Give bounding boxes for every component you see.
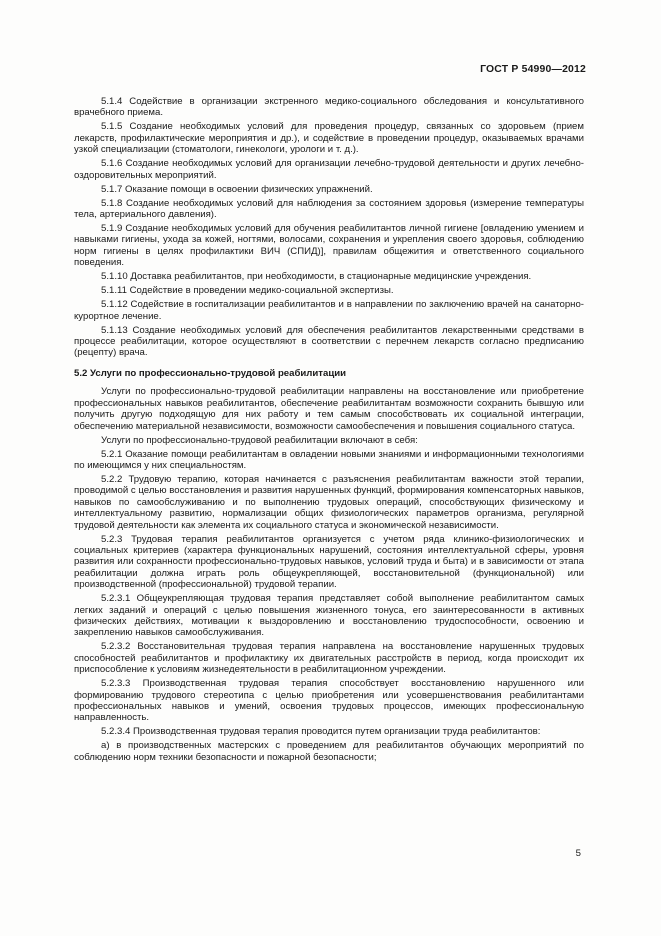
paragraph-5-1-10: 5.1.10 Доставка реабилитантов, при необходимости, в стационарные медицинские учреждения.: [101, 271, 532, 283]
paragraph-5-1-13: 5.1.13 Создание необходимых условий для обеспечения реабилитантов лекарственными средствами в процессе реабилитации, которое осуществляют в соответствии с перечнем лекарств согласно предписанию (рецепту) врача.: [74, 324, 584, 359]
paragraph-5-1-8: 5.1.8 Создание необходимых условий для наблюдения за состоянием здоровья (измерение температуры тела, артериального давления).: [74, 197, 584, 221]
paragraph-5-1-7: 5.1.7 Оказание помощи в освоении физических упражнений.: [101, 183, 373, 195]
paragraph-5-2-1: 5.2.1 Оказание помощи реабилитантам в овладении новыми знаниями и информационными технологиями по имеющимся у них специальностям.: [74, 448, 584, 471]
paragraph-5-2-3-4: 5.2.3.4 Производственная трудовая терапия проводится путем организации труда реабилитантов:: [101, 726, 541, 738]
document-body: [74, 96, 584, 766]
paragraph-5-1-4: 5.1.4 Содействие в организации экстренного медико-социального обследования и консультативного врачебного приема.: [74, 96, 584, 119]
section-5-2-lead: Услуги по профессионально-трудовой реабилитации включают в себя:: [101, 434, 418, 446]
paragraph-5-1-12: 5.1.12 Содействие в госпитализации реабилитантов и в направлении по заключению врачей на санаторно-курортное лечение.: [74, 299, 584, 322]
paragraph-5-2-3-3: 5.2.3.3 Производственная трудовая терапия способствует восстановлению нарушенного или формированию трудового стереотипа с целью приобретения или усовершенствования реабилитантами профессиональных навыков и умений, освоения трудовых процессов, имеющих профессиональную направленность.: [74, 678, 584, 724]
paragraph-5-2-3-2: 5.2.3.2 Восстановительная трудовая терапия направлена на восстановление нарушенных трудовых способностей реабилитантов и профилактику их двигательных расстройств в период, когда происходит их приспособление к условиям жизнедеятельности в реабилитационном учреждении.: [74, 641, 584, 676]
paragraph-5-1-6: 5.1.6 Создание необходимых условий для организации лечебно-трудовой деятельности и других лечебно-оздоровительных мероприятий.: [74, 158, 584, 181]
section-title-5-2: 5.2 Услуги по профессионально-трудовой реабилитации: [74, 367, 347, 379]
paragraph-5-1-11: 5.1.11 Содействие в проведении медико-социальной экспертизы.: [101, 285, 394, 297]
paragraph-5-1-5: 5.1.5 Создание необходимых условий для проведения процедур, связанных со здоровьем (прием лекарств, профилактические мероприятия и др.), и содействие в проведении процедур, оказываемых врачами узкой специализации (стоматологи, гинекологи, урологи и т. д.).: [74, 121, 584, 156]
document-code-header: ГОСТ Р 54990—2012: [480, 64, 586, 75]
paragraph-5-2-3-1: 5.2.3.1 Общеукрепляющая трудовая терапия представляет собой выполнение реабилитантом самых легких заданий и операций с целью повышения жизненного тонуса, его заинтересованности в активных физических действиях, мотивации к выздоровлению и восстановлению трудоспособности, освоению и закреплению навыков самообслуживания.: [74, 593, 584, 639]
paragraph-5-2-2: 5.2.2 Трудовую терапию, которая начинается с разъяснения реабилитантам важности этой терапии, проводимой с целью восстановления и развития нарушенных функций, формирования компенсаторных навыков, навыков по самообслуживанию и по выполнению трудовых операций, способствующих физическому и интеллектуальному развитию, нормализации общих физиологических параметров организма, регулярной трудовой деятельности как элемента их социального статуса и экономической независимости.: [74, 473, 584, 531]
page-number: 5: [575, 848, 581, 859]
paragraph-5-1-9: 5.1.9 Создание необходимых условий для обучения реабилитантов личной гигиене [овладению умением и навыками гигиены, ухода за кожей, ногтями, волосами, сохранения и укрепления своего здоровья, соблюдению норм гигиены в целях профилактики ВИЧ (СПИД)], правилам общежития и ответственного социального поведения.: [74, 223, 584, 269]
list-item-a: а) в производственных мастерских с проведением для реабилитантов обучающих мероприятий по соблюдению норм техники безопасности и пожарной безопасности;: [74, 740, 584, 763]
section-5-2-intro: Услуги по профессионально-трудовой реабилитации направлены на восстановление или приобретение профессиональных навыков реабилитантов, обеспечение реабилитантам возможности сохранить бывшую или получить другую подходящую для них работу и тем самым способствовать их социальной интеграции, обеспечению материальной независимости, возможности самообеспечения и повышения социального статуса.: [74, 386, 584, 432]
paragraph-5-2-3: 5.2.3 Трудовая терапия реабилитантов организуется с учетом ряда клинико-физиологических и социальных критериев (характера функциональных нарушений, состояния интеллектуальной сферы, уровня развития или сохранности профессионально-трудовых навыков, условий труда и быта) и в зависимости от этапа реабилитации должна играть роль общеукрепляющей, восстановительной (функциональной) или производственной (профессиональной) трудовой терапии.: [74, 533, 584, 591]
